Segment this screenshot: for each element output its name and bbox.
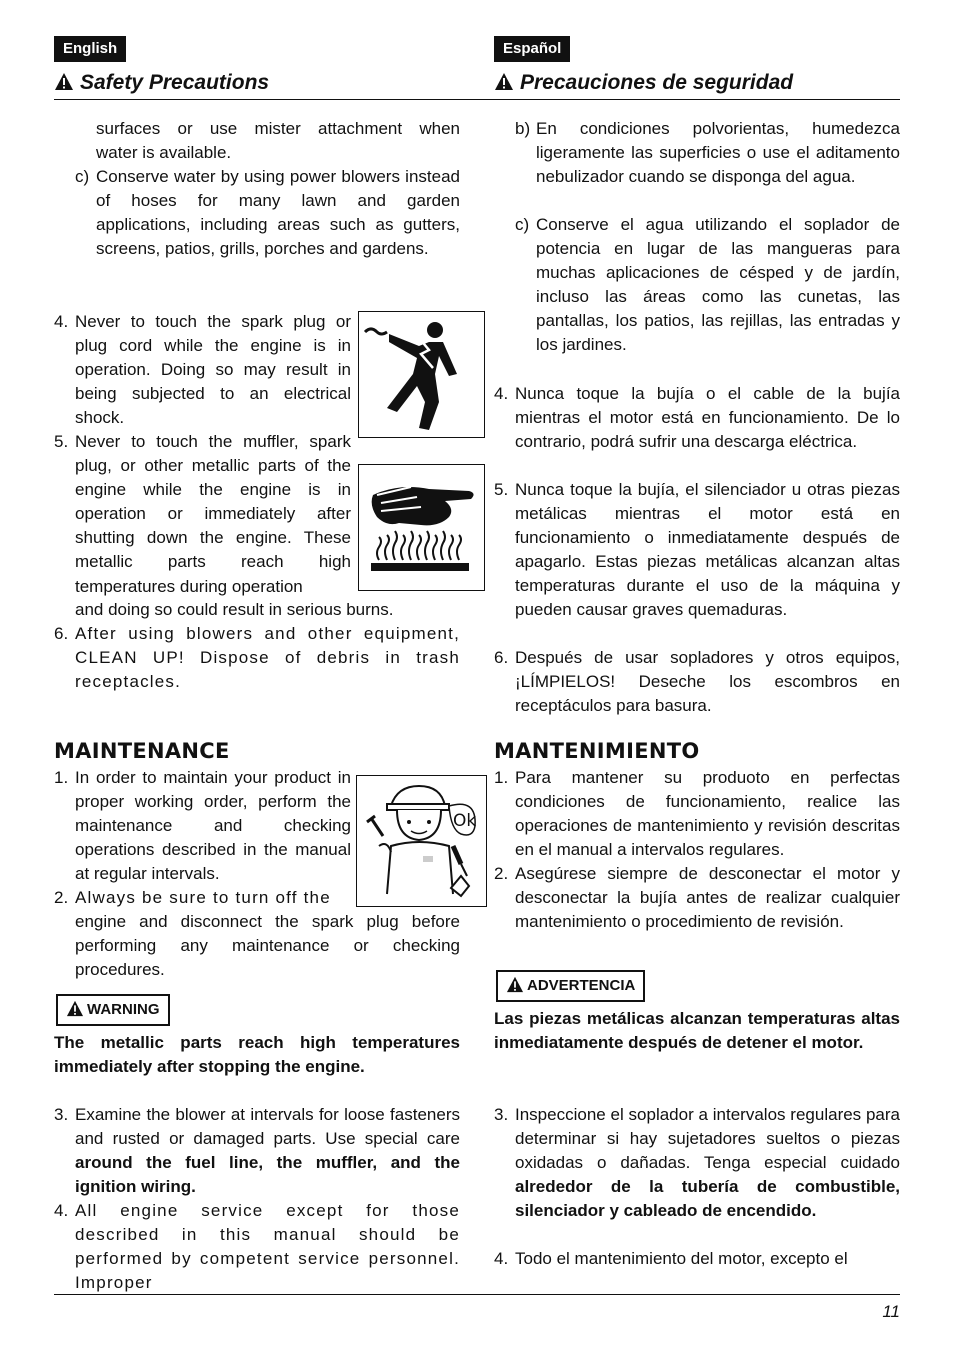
- maintenance-heading: MAINTENANCE: [54, 739, 230, 763]
- item-5-tail: and doing so could result in serious burns.: [75, 600, 394, 619]
- header-divider: [54, 99, 900, 100]
- section-title-spanish: Precauciones de seguridad: [494, 70, 900, 98]
- warning-text: Las piezas metálicas alcanzan temperaturas altas inmediatamente después de detener el motor.: [494, 1009, 900, 1053]
- footer-divider: [54, 1294, 900, 1295]
- advertencia-label: ADVERTENCIA: [496, 970, 645, 1002]
- warning-triangle-icon: [66, 1000, 84, 1017]
- warning-text: The metallic parts reach high temperatures immediately after stopping the engine.: [54, 1033, 460, 1077]
- electric-shock-icon: [359, 312, 484, 437]
- section-title-english: Safety Precautions: [54, 70, 460, 98]
- technician-ok-icon: [357, 776, 486, 906]
- hot-surface-hand-icon: [359, 465, 484, 590]
- warning-label: WARNING: [56, 994, 170, 1026]
- item-b-continuation: surfaces or use mister attachment when water is available.: [96, 119, 460, 163]
- warning-triangle-icon: [494, 72, 514, 98]
- hot-surface-pictogram: [358, 464, 485, 591]
- warning-triangle-icon: [54, 72, 74, 98]
- page-number: 11: [882, 1302, 900, 1321]
- warning-triangle-icon: [506, 976, 524, 993]
- language-tab-spanish: Español: [494, 36, 570, 62]
- maint-item-2-tail: engine and disconnect the spark plug before performing any maintenance or checking procedures.: [75, 912, 460, 980]
- maintenance-heading: MANTENIMIENTO: [494, 739, 700, 763]
- maintenance-technician-pictogram: [356, 775, 487, 907]
- svg-text:Ok: Ok: [453, 811, 477, 831]
- language-tab-english: English: [54, 36, 126, 62]
- electric-shock-pictogram: [358, 311, 485, 438]
